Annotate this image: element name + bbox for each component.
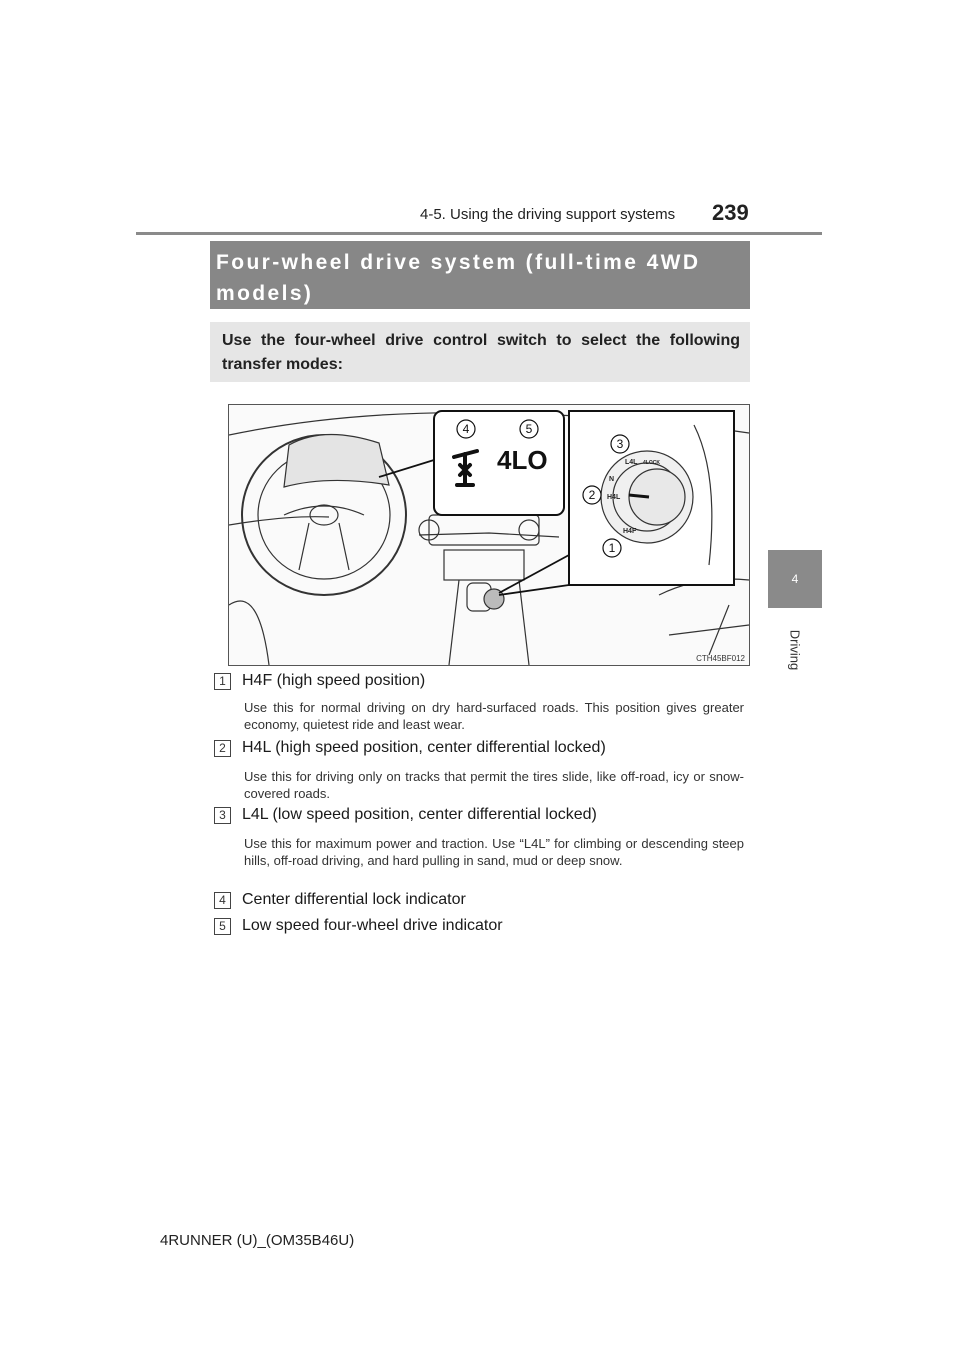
item-number-badge: 5	[214, 918, 231, 935]
header-divider	[136, 232, 822, 235]
dial-label-h4f: H4F	[623, 528, 637, 535]
dial-label-h4l: H4L	[607, 494, 621, 501]
intro-text: Use the four-wheel drive control switch to select the following transfer modes:	[210, 322, 750, 382]
chapter-label: Driving	[787, 629, 803, 671]
chapter-tab	[768, 550, 822, 608]
callout-2: 2	[588, 488, 596, 502]
item-number-badge: 2	[214, 740, 231, 757]
item-number-badge: 3	[214, 807, 231, 824]
figure-code: CTH45BF012	[696, 654, 745, 663]
chapter-number: 4	[791, 572, 799, 586]
list-item-3	[214, 802, 597, 828]
item-heading: H4L (high speed position, center differential locked)	[242, 739, 606, 756]
item-number-badge: 1	[214, 673, 231, 690]
callout-1: 1	[608, 541, 616, 555]
chapter-label-container	[760, 620, 830, 680]
callout-4: 4	[462, 422, 470, 436]
dial-label-4lock: 4LOCK	[643, 460, 660, 466]
dashboard-figure	[228, 404, 750, 666]
list-item-2	[214, 735, 606, 761]
dial-pointer	[629, 495, 649, 497]
item-heading: L4L (low speed position, center differential locked)	[242, 806, 597, 823]
page-title: Four-wheel drive system (full-time 4WD models)	[210, 241, 750, 309]
list-item-1	[214, 668, 425, 694]
indicator-4lo-text: 4LO	[497, 445, 548, 475]
steering-logo	[310, 505, 338, 525]
list-item-5	[214, 913, 503, 939]
list-item-4	[214, 887, 466, 913]
item-description: Use this for driving only on tracks that permit the tires slide, like off-road, icy or snow-covered roads.	[244, 769, 744, 801]
dial-label-l4l: L4L	[625, 459, 638, 466]
center-panel	[429, 515, 539, 545]
item-heading: Low speed four-wheel drive indicator	[242, 917, 503, 934]
section-header: 4-5. Using the driving support systems	[420, 206, 676, 223]
callout-5: 5	[525, 422, 533, 436]
item-heading: Center differential lock indicator	[242, 891, 466, 908]
item-description: Use this for maximum power and traction. Use “L4L” for climbing or descending steep hills, off-road driving, and hard pulling in sand, mud or deep snow.	[244, 836, 744, 868]
footer-model-code: 4RUNNER (U)_(OM35B46U)	[160, 1232, 355, 1249]
dial-label-n: N	[609, 476, 615, 483]
page-number: 239	[712, 200, 749, 225]
item-number-badge: 4	[214, 892, 231, 909]
item-description: Use this for normal driving on dry hard-surfaced roads. This position gives greater economy, quietest ride and least wear.	[244, 700, 744, 732]
item-heading: H4F (high speed position)	[242, 672, 426, 689]
dashboard-illustration	[229, 405, 749, 665]
callout-3: 3	[616, 437, 624, 451]
instrument-cluster	[284, 434, 389, 487]
